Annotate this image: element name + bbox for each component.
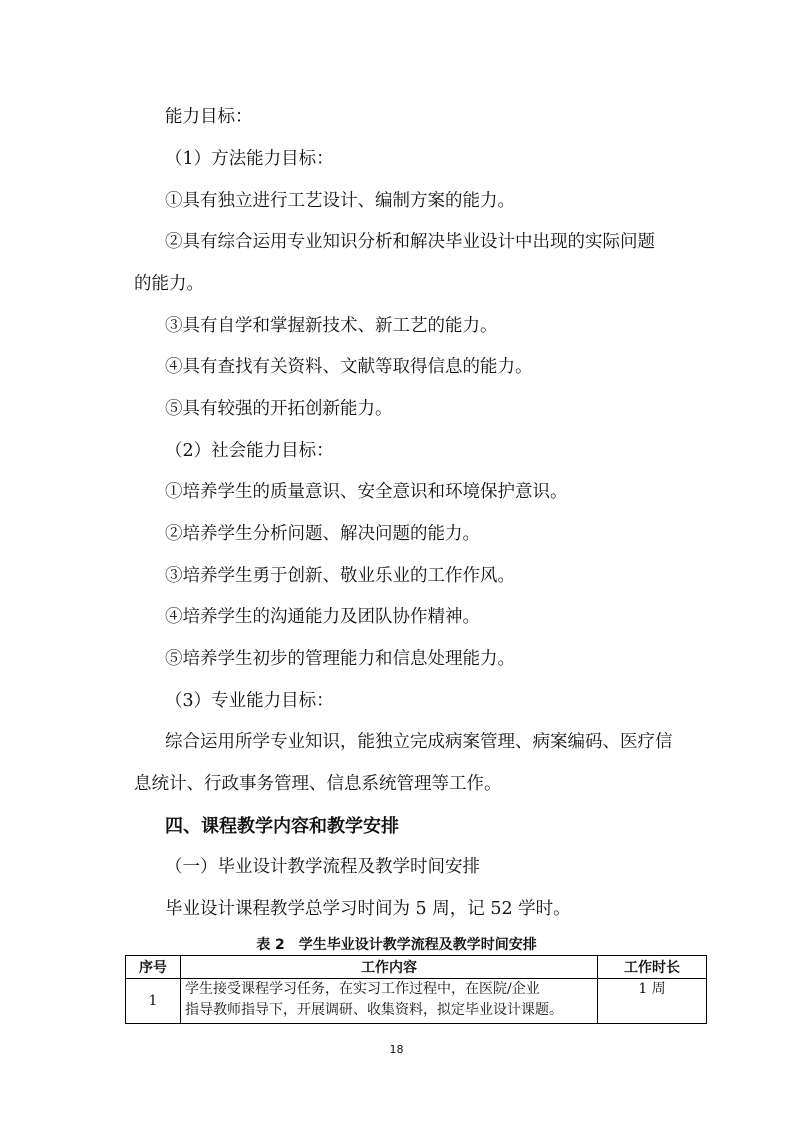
- cell-no: 1: [126, 979, 181, 1024]
- paragraph-social-item-3: ③培养学生勇于创新、敬业乐业的工作作风。: [165, 566, 515, 586]
- paragraph-professional-desc: 综合运用所学专业知识，能独立完成病案管理、病案编码、医疗信: [165, 732, 673, 752]
- paragraph-professional-desc-cont: 息统计、行政事务管理、信息系统管理等工作。: [134, 774, 502, 794]
- paragraph-social-item-4: ④培养学生的沟通能力及团队协作精神。: [165, 607, 480, 627]
- paragraph-professional-ability: （3）专业能力目标：: [165, 691, 334, 711]
- paragraph-method-item-4: ④具有查找有关资料、文献等取得信息的能力。: [165, 357, 533, 377]
- paragraph-method-item-2-cont: 的能力。: [134, 274, 204, 294]
- paragraph-social-item-5: ⑤培养学生初步的管理能力和信息处理能力。: [165, 649, 515, 669]
- header-duration: 工作时长: [598, 956, 707, 979]
- cell-content: [181, 979, 598, 1024]
- cell-content-line-1: 学生接受课程学习任务，在实习工作过程中，在医院/企业: [185, 981, 540, 997]
- paragraph-social-ability: （2）社会能力目标：: [165, 441, 334, 461]
- paragraph-social-item-1: ①培养学生的质量意识、安全意识和环境保护意识。: [165, 482, 568, 502]
- paragraph-method-item-1: ①具有独立进行工艺设计、编制方案的能力。: [165, 191, 515, 211]
- page-number: 18: [389, 1043, 404, 1056]
- paragraph-total-hours: 毕业设计课程教学总学习时间为 5 周，记 52 学时。: [165, 899, 571, 919]
- paragraph-method-item-2: ②具有综合运用专业知识分析和解决毕业设计中出现的实际问题: [165, 232, 655, 252]
- paragraph-social-item-2: ②培养学生分析问题、解决问题的能力。: [165, 524, 480, 544]
- subsection-heading: （一）毕业设计教学流程及教学时间安排: [165, 857, 480, 877]
- cell-content-line-2: 指导教师指导下，开展调研、收集资料，拟定毕业设计课题。: [185, 1002, 563, 1018]
- cell-duration: 1 周: [598, 979, 707, 1024]
- section-heading: 四、课程教学内容和教学安排: [165, 816, 399, 837]
- table-row: [126, 979, 707, 1024]
- paragraph-method-ability: （1）方法能力目标：: [165, 149, 334, 169]
- paragraph-method-item-3: ③具有自学和掌握新技术、新工艺的能力。: [165, 316, 498, 336]
- header-no: 序号: [126, 956, 181, 979]
- schedule-table: [125, 955, 707, 1024]
- table-header-row: [126, 956, 707, 979]
- paragraph-ability-goals: 能力目标：: [165, 107, 253, 127]
- header-content: 工作内容: [181, 956, 598, 979]
- table-caption: 表 2 学生毕业设计教学流程及教学时间安排: [256, 937, 537, 953]
- paragraph-method-item-5: ⑤具有较强的开拓创新能力。: [165, 399, 393, 419]
